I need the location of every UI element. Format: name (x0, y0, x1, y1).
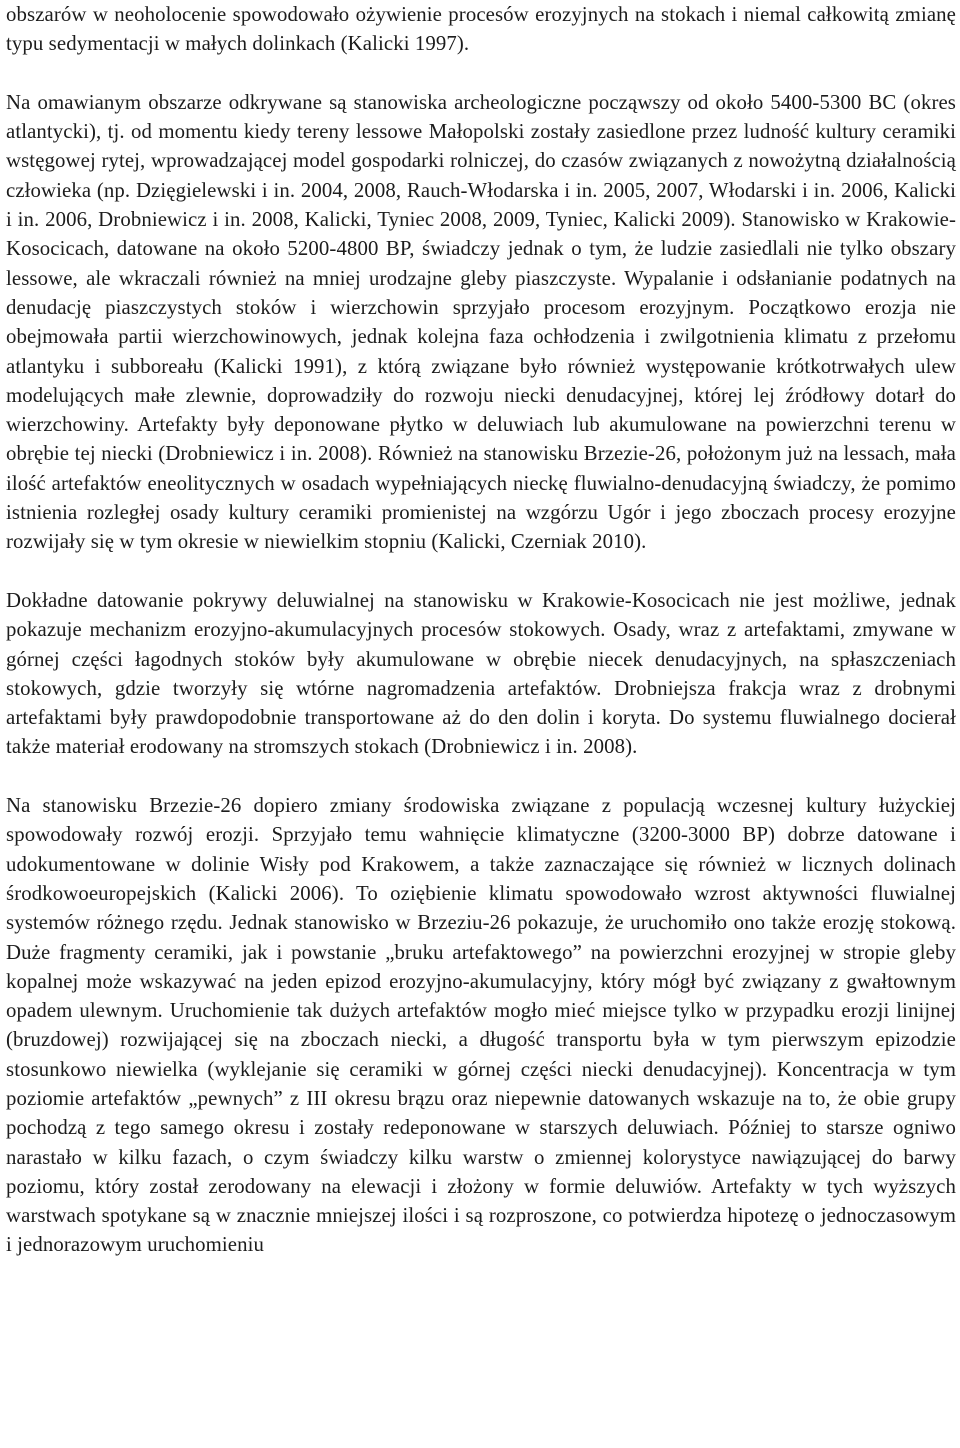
paragraph-2: Na omawianym obszarze odkrywane są stanowiska archeologiczne począwszy od około 5400-5300 BC (okres atlantycki), tj. od momentu kiedy tereny lessowe Małopolski zostały zasiedlone przez ludność kultury ceramiki wstęgowej rytej, wprowadzającej model gospodarki rolniczej, do czasów związanych z nowożytną działalnością człowieka (np. Dzięgielewski i in. 2004, 2008, Rauch-Włodarska i in. 2005, 2007, Włodarski i in. 2006, Kalicki i in. 2006, Drobniewicz i in. 2008, Kalicki, Tyniec 2008, 2009, Tyniec, Kalicki 2009). Stanowisko w Krakowie-Kosocicach, datowane na około 5200-4800 BP, świadczy jednak o tym, że ludzie zasiedlali nie tylko obszary lessowe, ale wkraczali również na mniej urodzajne gleby piaszczyste. Wypalanie i odsłanianie podatnych na denudację piaszczystych stoków i wierzchowin sprzyjało procesom erozyjnym. Początkowo erozja nie obejmowała partii wierzchowinowych, jednak kolejna faza ochłodzenia i zwilgotnienia klimatu z przełomu atlantyku i subboreału (Kalicki 1991), z którą związane było również występowanie krótkotrwałych ulew modelujących małe zlewnie, doprowadziły do rozwoju niecki denudacyjnej, której lej źródłowy dotarł do wierzchowiny. Artefakty były deponowane płytko w deluwiach lub akumulowane na powierzchni terenu w obrębie tej niecki (Drobniewicz i in. 2008). Również na stanowisku Brzezie-26, położonym już na lessach, mała ilość artefaktów eneolitycznych w osadach wypełniających nieckę fluwialno-denudacyjną świadczy, że pomimo istnienia rozległej osady kultury ceramiki promienistej na wzgórzu Ugór i jego zboczach procesy erozyjne rozwijały się w tym okresie w niewielkim stopniu (Kalicki, Czerniak 2010). (6, 90, 956, 554)
document-page (6, 0, 956, 1260)
paragraph-4: Na stanowisku Brzezie-26 dopiero zmiany środowiska związane z populacją wczesnej kultury łużyckiej spowodowały rozwój erozji. Sprzyjało temu wahnięcie klimatyczne (3200-3000 BP) dobrze datowane i udokumentowane w dolinie Wisły pod Krakowem, a także zaznaczające się również w licznych dolinach środkowoeuropejskich (Kalicki 2006). To oziębienie klimatu spowodowało wzrost aktywności fluwialnej systemów różnego rzędu. Jednak stanowisko w Brzeziu-26 pokazuje, że uruchomiło ono także erozję stokową. Duże fragmenty ceramiki, jak i powstanie „bruku artefaktowego” na powierzchni erozyjnej w stropie gleby kopalnej może wskazywać na jeden epizod erozyjno-akumulacyjny, który mógł być związany z gwałtownym opadem ulewnym. Uruchomienie tak dużych artefaktów mogło mieć miejsce tylko w przypadku erozji linijnej (bruzdowej) rozwijającej się na zboczach niecki, a długość transportu była w tym pierwszym epizodzie stosunkowo niewielka (wyklejanie się ceramiki w górnej części niecki denudacyjnej). Koncentracja w tym poziomie artefaktów „pewnych” z III okresu brązu oraz niepewnie datowanych wskazuje na to, że obie grupy pochodzą z tego samego okresu i zostały redeponowane w starszych deluwiach. Później to starsze ogniwo narastało w kilku fazach, o czym świadczy kilku warstw o zmiennej kolorystyce nawiązującej do barwy poziomu, który został zerodowany na elewacji i złożony w formie deluwiów. Artefakty w tych wyższych warstwach spotykane są w znacznie mniejszej ilości i są rozproszone, co potwierdza hipotezę o jednoczasowym i jednorazowym uruchomieniu (6, 794, 956, 1257)
paragraph-3: Dokładne datowanie pokrywy deluwialnej na stanowisku w Krakowie-Kosocicach nie jest możliwe, jednak pokazuje mechanizm erozyjno-akumulacyjnych procesów stokowych. Osady, wraz z artefaktami, zmywane w górnej części łagodnych stoków były akumulowane w obrębie niecek denudacyjnych, na spłaszczeniach stokowych, gdzie tworzyły się wtórne nagromadzenia artefaktów. Drobniejsza frakcja wraz z drobnymi artefaktami były prawdopodobnie transportowane aż do den dolin i koryta. Do systemu fluwialnego docierał także materiał erodowany na stromszych stokach (Drobniewicz i in. 2008). (6, 588, 956, 759)
paragraph-1: obszarów w neoholocenie spowodowało ożywienie procesów erozyjnych na stokach i niemal całkowitą zmianę typu sedymentacji w małych dolinkach (Kalicki 1997). (6, 3, 956, 56)
